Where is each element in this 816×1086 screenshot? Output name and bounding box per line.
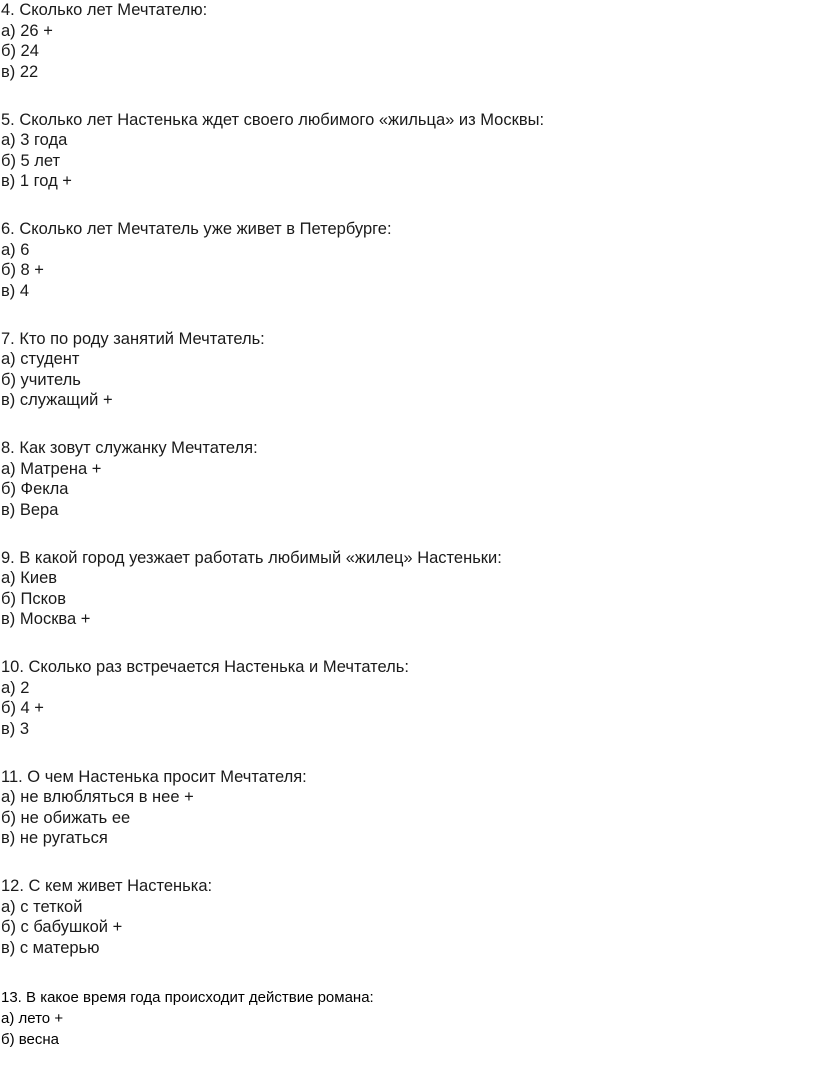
answer-option: в) 4: [1, 281, 30, 300]
answer-option: в) 1 год +: [1, 172, 72, 190]
paragraph-gap: [1, 520, 801, 548]
question-12: [1, 876, 801, 958]
answer-option: а) лето +: [1, 1009, 64, 1027]
question-text: 6. Сколько лет Мечтатель уже живет в Петербурге:: [1, 220, 392, 238]
question-text: 7. Кто по роду занятий Мечтатель:: [1, 329, 265, 348]
answer-option: б) не обижать ее: [1, 808, 131, 827]
question-9: [1, 548, 801, 630]
answer-option: б) 8 +: [1, 261, 44, 279]
answer-option: а) Киев: [1, 569, 58, 587]
question-10: [1, 657, 801, 739]
answer-option: а) 26 +: [1, 21, 53, 40]
answer-option: б) Псков: [1, 589, 66, 608]
question-text: 9. В какой город уезжает работать любимый «жилец» Настеньки:: [1, 548, 502, 567]
answer-option: в) Москва +: [1, 610, 91, 628]
question-6: [1, 219, 801, 301]
question-text: 12. С кем живет Настенька:: [1, 877, 213, 895]
paragraph-gap: [1, 630, 801, 658]
answer-option: б) учитель: [1, 370, 81, 389]
answer-option: а) Матрена +: [1, 459, 102, 478]
answer-option: б) с бабушкой +: [1, 918, 123, 936]
question-8: [1, 438, 801, 520]
answer-option: а) 3 года: [1, 131, 68, 149]
answer-option: а) 6: [1, 240, 30, 259]
quiz-document: [1, 0, 801, 1050]
question-7: [1, 329, 801, 411]
paragraph-gap: [1, 411, 801, 439]
question-text: 11. О чем Настенька просит Мечтателя:: [1, 767, 307, 786]
answer-option: в) 3: [1, 719, 30, 738]
paragraph-gap: [1, 82, 801, 110]
answer-option: б) Фекла: [1, 480, 69, 498]
paragraph-gap: [1, 739, 801, 767]
question-text: 5. Сколько лет Настенька ждет своего любимого «жильца» из Москвы:: [1, 110, 545, 129]
answer-option: а) с теткой: [1, 897, 83, 916]
paragraph-gap: [1, 849, 801, 877]
answer-option: в) с матерью: [1, 938, 100, 957]
question-4: [1, 0, 801, 82]
answer-option: а) 2: [1, 678, 30, 697]
answer-option: в) не ругаться: [1, 829, 108, 847]
paragraph-gap: [1, 301, 801, 329]
answer-option: в) Вера: [1, 500, 59, 519]
question-text: 8. Как зовут служанку Мечтателя:: [1, 439, 258, 457]
answer-option: б) 4 +: [1, 699, 44, 717]
answer-option: б) 5 лет: [1, 151, 61, 170]
question-text: 4. Сколько лет Мечтателю:: [1, 1, 208, 19]
answer-option: в) служащий +: [1, 391, 113, 409]
answer-option: в) 22: [1, 62, 39, 81]
question-13: [1, 987, 801, 1050]
answer-option: б) весна: [1, 1030, 60, 1048]
paragraph-gap: [1, 958, 801, 986]
answer-option: а) студент: [1, 350, 80, 368]
question-11: [1, 767, 801, 849]
paragraph-gap: [1, 192, 801, 220]
answer-option: б) 24: [1, 42, 39, 60]
question-text: 13. В какое время года происходит действие романа:: [1, 988, 374, 1006]
question-text: 10. Сколько раз встречается Настенька и Мечтатель:: [1, 658, 409, 676]
question-5: [1, 110, 801, 192]
answer-option: а) не влюбляться в нее +: [1, 788, 194, 806]
